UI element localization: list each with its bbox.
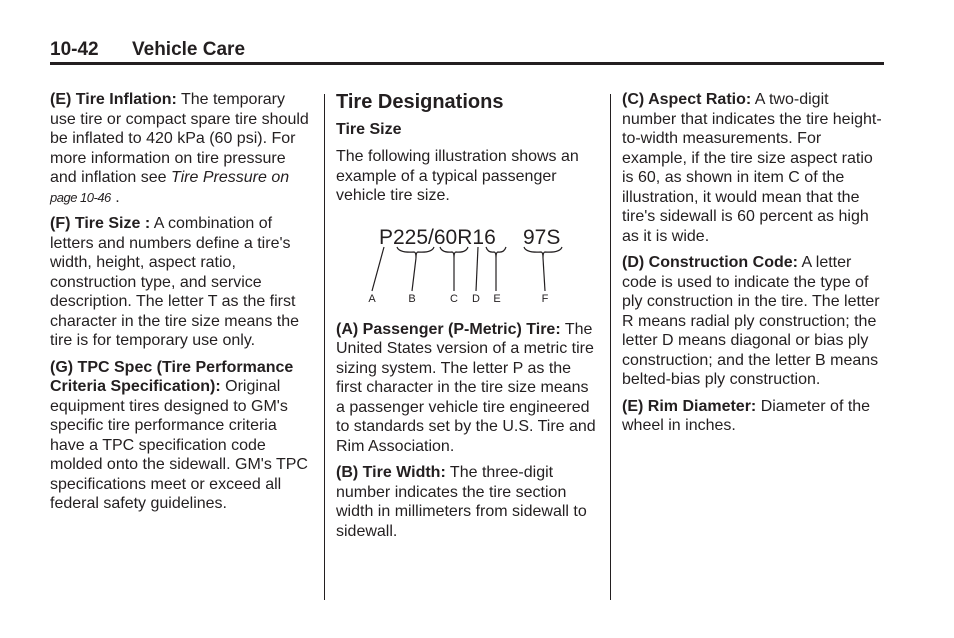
- column-2: [336, 90, 598, 548]
- section-title: Vehicle Care: [132, 39, 246, 60]
- text-tire-size: A combination of letters and numbers define a tire's width, height, aspect ratio, construction type, and service description. The letter T as the first character in the tire size means the tire is for temporary use only.: [50, 215, 300, 349]
- text-period: .: [110, 188, 120, 206]
- label-d: D: [472, 292, 480, 302]
- column-divider-2: [610, 94, 611, 600]
- cross-reference-link[interactable]: Tire Pressure on: [170, 169, 290, 186]
- tire-size-diagram: [336, 218, 576, 302]
- text-tpc-spec: Original equipment tires designed to GM's specific tire performance criteria have a TPC specification code molded onto the sidewall. GM's TPC specifications meet or exceed all federal safety guidelines.: [50, 378, 308, 512]
- column-3: [622, 90, 884, 443]
- cross-reference-page[interactable]: page 10-46: [50, 189, 111, 205]
- text-rim-diameter: Diameter of the wheel in inches.: [622, 397, 871, 434]
- paragraph-tire-inflation: [50, 90, 314, 207]
- term-aspect-ratio: (C) Aspect Ratio:: [622, 91, 752, 108]
- service-code-text: 97S: [523, 225, 561, 249]
- label-a: A: [368, 292, 376, 302]
- pointer-line-d: [476, 247, 478, 291]
- pointer-line-f: [543, 258, 545, 291]
- column-1: [50, 90, 314, 521]
- term-tire-width: (B) Tire Width:: [336, 464, 446, 481]
- text-construction-code: A letter code is used to indicate the type of ply construction in the tire. The letter R means radial ply construction; the letter D means diagonal or bias ply construction; and the letter B means belted-bias ply construction.: [622, 254, 880, 388]
- text-tire-inflation: The temporary use tire or compact spare tire should be inflated to 420 kPa (60 psi). For more information on tire pressure and inflation see: [50, 91, 309, 186]
- paragraph-tire-width: [336, 463, 598, 541]
- paragraph-aspect-ratio: [622, 90, 884, 246]
- paragraph-rim-diameter: [622, 397, 884, 436]
- label-c: C: [450, 292, 458, 302]
- tire-code-text: P225/60R16: [379, 225, 496, 249]
- paragraph-tire-size: [50, 214, 314, 351]
- text-tire-width: The three-digit number indicates the tire section width in millimeters from sidewall to sidewall.: [336, 464, 587, 540]
- pointer-line-a: [372, 247, 384, 291]
- term-tpc-spec: (G) TPC Spec (Tire Performance Criteria Specification):: [50, 358, 294, 395]
- term-construction-code: (D) Construction Code:: [622, 254, 798, 271]
- column-divider-1: [324, 94, 325, 600]
- sub-heading: Tire Size: [336, 121, 402, 138]
- text-aspect-ratio: A two-digit number that indicates the tire height-to-width measurements. For example, if the tire size aspect ratio is 60, as shown in item C of the illustration, it would mean that the tire's sidewall is 60 percent as high as it is wide.: [622, 91, 882, 245]
- label-f: F: [541, 292, 549, 302]
- section-heading: Tire Designations: [336, 91, 504, 113]
- paragraph-construction-code: [622, 253, 884, 390]
- label-e: E: [493, 292, 501, 302]
- page-number: 10-42: [50, 39, 99, 60]
- intro-paragraph: The following illustration shows an example of a typical passenger vehicle tire size.: [336, 148, 579, 204]
- paragraph-tpc-spec: [50, 358, 314, 514]
- paragraph-passenger-tire: [336, 320, 598, 457]
- label-b: B: [408, 292, 416, 302]
- header-rule: [50, 62, 884, 65]
- page-header: [50, 38, 884, 62]
- term-tire-size: (F) Tire Size :: [50, 215, 151, 232]
- term-passenger-tire: (A) Passenger (P-Metric) Tire:: [336, 320, 561, 338]
- term-rim-diameter: (E) Rim Diameter:: [622, 397, 757, 415]
- pointer-line-b: [412, 258, 416, 291]
- term-tire-inflation: (E) Tire Inflation:: [50, 91, 177, 108]
- text-passenger-tire: The United States version of a metric tire sizing system. The letter P as the first character in the tire size means a passenger vehicle tire engineered to standards set by the U.S. Tire and Rim Association.: [336, 320, 596, 455]
